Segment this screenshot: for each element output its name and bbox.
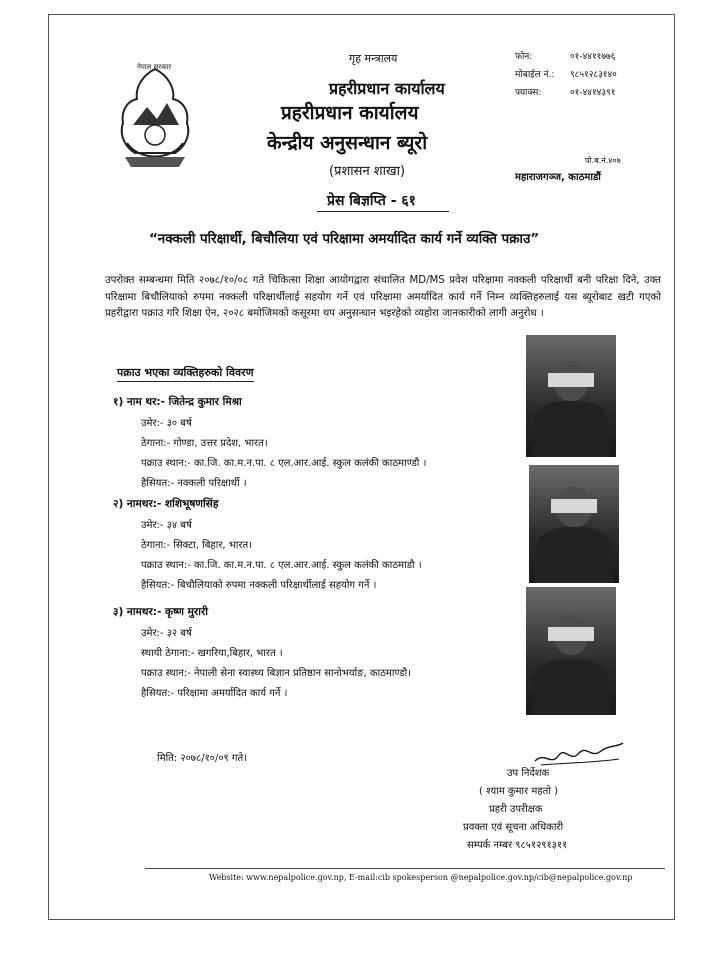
- person-role: हैसियत:- परिक्षामा अमर्यादित कार्य गर्ने ।: [141, 688, 288, 699]
- person-name: १) नाम थर:- जितेन्द्र कुमार मिश्रा: [113, 396, 242, 408]
- person-address: ठेगाना:- सिक्टा, बिहार, भारत।: [141, 540, 252, 551]
- fax-row: फ्याक्स: ०१-४४१४३९१: [515, 88, 616, 98]
- person-age: उमेर:- ३४ बर्ष: [141, 520, 192, 531]
- press-headline: “नक्कली परिक्षार्थी, बिचौलिया एवं परिक्षामा अमर्यादित कार्य गर्ने व्यक्ति पक्राउ”: [149, 232, 540, 247]
- person-address: ठेगाना:- गोण्डा, उत्तर प्रदेश, भारत।: [141, 438, 268, 449]
- signatory-contact: सम्पर्क नम्बर ९८५१२९१३११: [467, 840, 568, 851]
- title-underline: [317, 211, 449, 212]
- press-body: उपरोक्त सम्बन्धमा मिति २०७८/१०/०८ गते चिकित्सा शिक्षा आयोगद्वारा संचालित MD/MS प्रवेश परिक्षामा नक्कली परिक्षार्थी बनी परिक्षा दिने, उक्त परिक्षामा बिचौलियाको रुपमा नक्कली परिक्षार्थीलाई सहयोग गर्ने एवं परिक्षामा अमर्यादित कार्य गर्ने निम्न व्यक्तिहरुलाई यस ब्यूरोबाट खटी गएको प्रहरीद्वारा पक्राउ गरि शिक्षा ऐन, २०२८ बमोजिमको कसूरमा थप अनुसन्धान भइरहेको व्यहोरा जानकारीको लागी अनुरोध ।: [105, 275, 661, 319]
- press-release-page: [48, 14, 675, 920]
- mobile-row: मोबाईल नं.: ९८५१२८३१४०: [515, 70, 617, 80]
- signatory-role: प्रवक्ता एवं सूचना अधिकारी: [463, 822, 564, 833]
- person-name: ३) नामथर:- कृष्ण मुरारी: [113, 606, 208, 618]
- person-name: २) नामथर:- शशिभूषणसिंह: [113, 498, 219, 510]
- person-arrest-place: पक्राउ स्थान:- नेपाली सेना स्वास्थ्य बिज्ञान प्रतिष्ठान सानोभर्याङ, काठमाण्डौ।: [141, 668, 411, 679]
- signatory-rank: प्रहरी उपरीक्षक: [489, 804, 543, 815]
- fax-number: ०१-४४१४३९१: [570, 88, 616, 98]
- office-address: महाराजगञ्ज, काठमाडौं: [515, 172, 601, 183]
- footer-contact: Website: www.nepalpolice.gov.np, E-mail:cib spokesperson @nepalpolice.gov.np/cib@nepalpolice.gov.np: [209, 873, 633, 882]
- person-age: उमेर:- ३० बर्ष: [141, 418, 192, 429]
- person-address: स्थायी ठेगाना:- खगरिया,बिहार, भारत ।: [141, 648, 283, 659]
- person-arrest-place: पक्राउ स्थान:- का.जि. का.म.न.पा. ८ एल.आर.आई. स्कुल कलंकी काठमाण्डौ ।: [141, 458, 427, 469]
- face-blur-bar: [548, 627, 594, 641]
- bureau-name: केन्द्रीय अनुसन्धान ब्यूरो: [267, 132, 428, 154]
- person-role: हैसियत:- बिचौलियाको रुपमा नक्कली परिक्षार्थीलाई सहयोग गर्ने ।: [141, 580, 377, 591]
- person-arrest-place: पक्राउ स्थान:- का.जि. का.म.न.पा. ८ एल.आर.आई. स्कुल कलंकी काठमाडौ ।: [141, 560, 422, 571]
- person-photo: [526, 335, 616, 457]
- office-title: प्रहरीप्रधान कार्यालय: [281, 102, 419, 124]
- signatory-designation: उप निर्देशक: [507, 768, 550, 779]
- nepal-emblem-icon: [113, 65, 197, 175]
- footer-divider: [145, 868, 665, 869]
- po-box: पो.ब.नं.४०७: [585, 156, 621, 165]
- emblem-caption: नेपाल सरकार: [137, 63, 172, 71]
- phone-row: फोन: ०१-४४११७७६: [515, 52, 616, 62]
- person-age: उमेर:- ३२ बर्ष: [141, 628, 192, 639]
- office-name: प्रहरीप्रधान कार्यालय: [329, 79, 445, 98]
- person-photo: [529, 465, 619, 583]
- person-photo: [526, 587, 616, 715]
- ministry-name: गृह मन्त्रालय: [349, 52, 398, 65]
- signatory-name: ( श्याम कुमार महतो ): [479, 786, 559, 797]
- face-blur-bar: [548, 373, 594, 387]
- arrested-section-heading: पक्राउ भएका व्यक्तिहरुको विवरण: [117, 365, 254, 382]
- person-role: हैसियत:- नक्कली परिक्षार्थी ।: [141, 478, 247, 489]
- issue-date: मिति: २०७८/१०/०९ गते।: [157, 753, 248, 764]
- mobile-number: ९८५१२८३१४०: [570, 70, 617, 80]
- phone-number: ०१-४४११७७६: [570, 52, 616, 62]
- branch-name: (प्रशासन शाखा): [329, 164, 406, 179]
- press-release-title: प्रेस बिज्ञप्ति - ६१: [327, 193, 416, 209]
- face-blur-bar: [551, 499, 597, 513]
